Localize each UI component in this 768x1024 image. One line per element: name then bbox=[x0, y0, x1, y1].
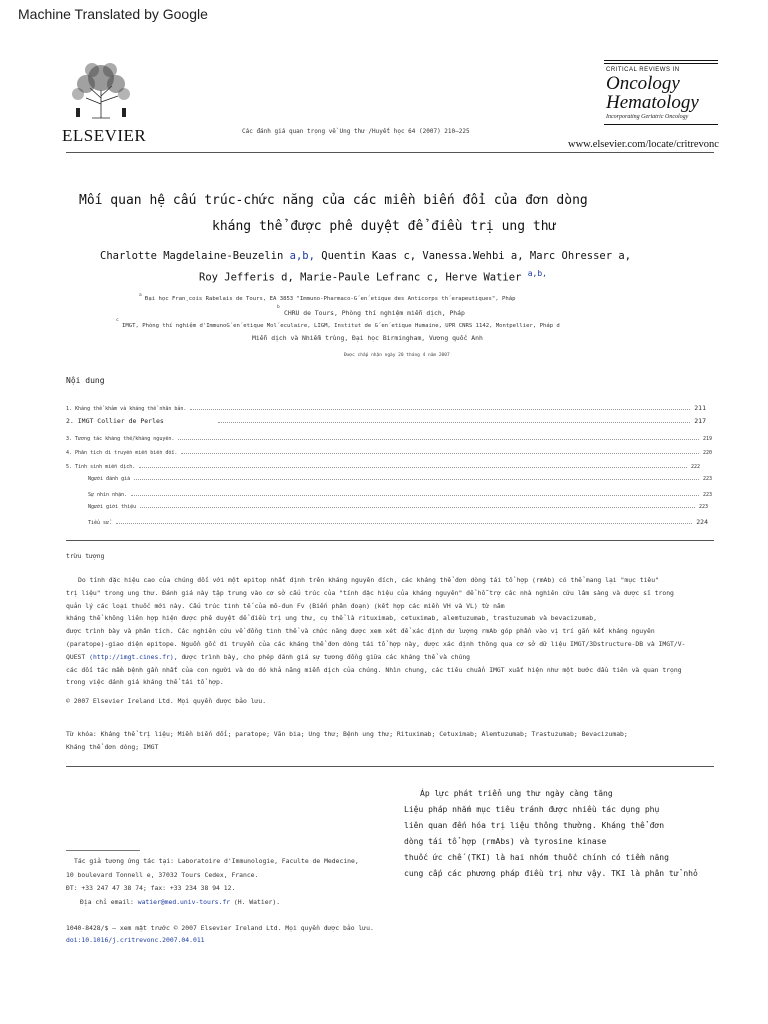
journal-subtitle: Incorporating Geriatric Oncology bbox=[606, 114, 689, 120]
email-tail: (H. Watier). bbox=[230, 897, 281, 906]
toc-leader bbox=[131, 492, 699, 496]
correspondence-footnote bbox=[66, 855, 366, 909]
email-label: Địa chỉ email: bbox=[80, 897, 138, 906]
abstract-line: trong việc đánh giá kháng thể tái tổ hợp. bbox=[66, 678, 224, 687]
toc-entry[interactable] bbox=[88, 518, 712, 526]
imgt-link[interactable]: (http://imgt.cines.fr), bbox=[89, 652, 178, 661]
author-affiliation-link[interactable]: a,b, bbox=[527, 269, 547, 278]
toc-entry[interactable] bbox=[66, 404, 712, 412]
masthead-rule bbox=[604, 124, 718, 125]
toc-entry[interactable] bbox=[66, 417, 712, 425]
abstract-line: kháng thể không liên hợp hiện được phê duyệt để điều trị ung thư, cụ thể là rituximab, cetuximab, alemtuzumab, trastuzumab và bevacizumab, bbox=[66, 614, 597, 623]
toc-leader bbox=[190, 406, 690, 410]
toc-label: Tiểu sử. bbox=[88, 520, 113, 526]
abstract-line: (paratope)-giao diện epitope. Nguồn gốc di truyền của các kháng thể đơn dòng tái tổ hợp này, được xác định thông qua cơ sở dữ liệu IMGT/3Dstructure-DB và IMGT/V- bbox=[66, 639, 686, 648]
toc-leader bbox=[139, 464, 687, 468]
journal-url[interactable]: www.elsevier.com/locate/critrevonc bbox=[568, 139, 719, 150]
keywords-line: Từ khóa: Kháng thể trị liệu; Miền biến đổi; paratope; Văn bia; Ung thư; Bệnh ung thư; Rituximab; Cetuximab; Alemtuzumab; Trastuzumab; Bevacizumab; bbox=[66, 730, 628, 738]
toc-page: 211 bbox=[694, 404, 706, 412]
body-line: cung cấp các phương pháp điều trị như vậy. TKI là phân tử nhỏ bbox=[404, 869, 698, 878]
footnote-line: 10 boulevard Tonnell e, 37032 Tours Cedex, France. bbox=[66, 870, 259, 879]
abstract-text: được trình bày, cho phép đánh giá sự tương đồng giữa các kháng thể và chúng bbox=[181, 652, 471, 661]
body-right-column bbox=[404, 786, 750, 882]
footnote-line: ĐT: +33 247 47 38 74; fax: +33 234 38 94 12. bbox=[66, 884, 236, 892]
article-title-line1: Mối quan hệ cấu trúc-chức năng của các miền biến đổi của đơn dòng bbox=[79, 193, 588, 208]
toc-leader bbox=[218, 419, 690, 423]
affiliation-a: Đại học Fran¸cois Rabelais de Tours, EA 3853 "Immuno-Pharmaco-G´en´etique des Anticorps th´erapeutiques", Pháp bbox=[145, 296, 516, 302]
footnote-line bbox=[66, 896, 366, 910]
abstract-line: Do tính đặc hiệu cao của chúng đối với một epitop nhất định trên kháng nguyên đích, các kháng thể đơn dòng tái tổ hợp (rmAb) có thể mang lại "mục tiêu" bbox=[78, 576, 659, 584]
abstract-line bbox=[66, 651, 716, 664]
toc-page: 223 bbox=[702, 492, 712, 498]
body-line: Áp lực phát triển ung thư ngày càng tăng bbox=[420, 789, 613, 798]
toc-page: 223 bbox=[698, 504, 708, 510]
article-title-line2: kháng thể được phê duyệt để điều trị ung thư bbox=[212, 219, 557, 234]
toc-leader bbox=[181, 450, 699, 454]
doi-link[interactable]: doi:10.1016/j.critrevonc.2007.04.011 bbox=[66, 935, 205, 944]
toc-entry[interactable] bbox=[66, 464, 700, 470]
masthead-rule bbox=[604, 63, 718, 64]
toc-label: Người giới thiệu bbox=[88, 504, 137, 510]
publisher-name: ELSEVIER bbox=[62, 126, 147, 145]
affiliation-b: CHRU de Tours, Phòng thí nghiệm miễn dịch, Pháp bbox=[284, 309, 465, 317]
toc-leader bbox=[140, 504, 695, 508]
author-affiliation-link[interactable]: a,b, bbox=[289, 250, 315, 262]
toc-leader bbox=[116, 520, 692, 524]
section-rule bbox=[66, 766, 714, 767]
toc-label: 1. Kháng thể khảm và kháng thể nhân bản. bbox=[66, 406, 187, 412]
elsevier-logo bbox=[62, 58, 147, 146]
toc-page: 220 bbox=[702, 450, 712, 456]
footnote-line: Tác giả tương ứng tác tại: Laboratoire d'Immunologie, Faculte de Medecine, bbox=[74, 857, 359, 865]
authors-line2 bbox=[199, 269, 547, 284]
journal-masthead bbox=[604, 60, 718, 127]
journal-series: CRITICAL REVIEWS IN bbox=[606, 67, 680, 73]
elsevier-tree-icon bbox=[62, 58, 140, 120]
body-line: liên quan đến hóa trị liệu thông thường. Kháng thể đơn bbox=[404, 821, 665, 830]
body-line: dòng tái tổ hợp (rmAbs) và tyrosine kinase bbox=[404, 837, 607, 846]
abstract-text: QUEST bbox=[66, 652, 90, 661]
body-line: thuốc ức chế (TKI) là hai nhóm thuốc chính có tiềm năng bbox=[404, 853, 669, 862]
journal-title-2: Hematology bbox=[606, 92, 699, 113]
contents-heading: Nội dung bbox=[66, 376, 105, 385]
toc-entry[interactable] bbox=[66, 436, 712, 442]
toc-label: 5. Tính sinh miễn dịch. bbox=[66, 464, 136, 470]
abstract-line: trị liệu" trong ung thư. Đánh giá này tập trung vào cơ sở cấu trúc của "tính đặc hiệu của kháng nguyên" để hỗ trợ các nhà nghiên cứu lâm sàng và dược sĩ trong bbox=[66, 588, 674, 597]
author-names: Quentin Kaas c, Vanessa.Wehbi a, Marc Ohresser a, bbox=[314, 250, 632, 262]
body-line: Liệu pháp nhắm mục tiêu tránh được nhiều tác dụng phụ bbox=[404, 805, 660, 814]
keywords bbox=[66, 728, 666, 754]
journal-title-1: Oncology bbox=[606, 73, 680, 94]
masthead-rule bbox=[604, 60, 718, 61]
header-rule bbox=[66, 152, 714, 153]
toc-label: Sự nhìn nhận. bbox=[88, 492, 128, 498]
toc-entry[interactable] bbox=[66, 450, 712, 456]
abstract-heading: trừu tượng bbox=[66, 552, 105, 560]
toc-page: 219 bbox=[702, 436, 712, 442]
toc-entry[interactable] bbox=[88, 476, 712, 482]
toc-page: 223 bbox=[702, 476, 712, 482]
machine-translated-banner: Machine Translated by Google bbox=[18, 6, 208, 22]
authors-line1 bbox=[100, 250, 631, 262]
abstract-line: được trình bày và phân tích. Các nghiên cứu về đồng tinh thể và chức năng được xem xét để xác định dư lượng rmAb góp phần vào vị trí gắn kết kháng nguyên bbox=[66, 627, 655, 636]
issn-line: 1040-8428/$ – xem mặt trước © 2007 Elsevier Ireland Ltd. Mọi quyền được bảo lưu. bbox=[66, 924, 374, 932]
section-rule bbox=[66, 540, 714, 541]
affiliation-mark-a: a bbox=[139, 293, 142, 298]
author-names: Roy Jefferis d, Marie-Paule Lefranc c, Herve Watier bbox=[199, 271, 522, 284]
toc-leader bbox=[178, 436, 699, 440]
toc-entry[interactable] bbox=[88, 492, 712, 498]
toc-label: Người đánh giá bbox=[88, 476, 131, 482]
abstract-body bbox=[66, 574, 716, 708]
copyright-line: © 2007 Elsevier Ireland Ltd. Mọi quyền được bảo lưu. bbox=[66, 697, 267, 706]
toc-page: 217 bbox=[694, 417, 706, 425]
accepted-date: Được chấp nhận ngày 20 tháng 4 năm 2007 bbox=[344, 353, 450, 358]
toc-entry[interactable] bbox=[88, 504, 708, 510]
toc-leader bbox=[134, 476, 699, 480]
footnote-rule bbox=[66, 850, 140, 851]
affiliation-c: IMGT, Phòng thí nghiệm d'ImmunoG´en´etique Mol´eculaire, LIGM, Institut de G´en´etique Humaine, UPR CNRS 1142, Montpellier, Pháp d bbox=[122, 323, 560, 329]
abstract-line: quản lý các loại thuốc mới này. Cấu trúc tinh tế của mô-đun Fv (Biến phân đoạn) (kết hợp các miền VH và VL) từ năm bbox=[66, 601, 505, 610]
journal-reference: Các đánh giá quan trọng về Ung thư /Huyết học 64 (2007) 210–225 bbox=[242, 128, 470, 135]
email-link[interactable]: watier@med.univ-tours.fr bbox=[137, 897, 231, 906]
abstract-line: các đối tác mầm bệnh gần nhất của con người và do đó khả năng miễn dịch của chúng. Nhìn chung, các tiêu chuẩn IMGT xuất hiện như một bước đầu tiên và quan trọng bbox=[66, 665, 682, 674]
toc-page: 224 bbox=[696, 518, 708, 526]
issn-block bbox=[66, 922, 406, 947]
toc-label: 3. Tương tác kháng thể/kháng nguyên. bbox=[66, 436, 175, 442]
toc-label: 4. Phân tích di truyền miễn biến đổi. bbox=[66, 450, 178, 456]
affiliation-mark-b: b bbox=[277, 305, 280, 310]
author-names: Charlotte Magdelaine-Beuzelin bbox=[100, 250, 290, 262]
toc-page: 222 bbox=[690, 464, 700, 470]
toc-label: 2. IMGT Collier de Perles bbox=[66, 417, 164, 425]
keywords-line: Kháng thể đơn dòng; IMGT bbox=[66, 743, 159, 751]
affiliation-d: Miễn dịch và Nhiễm trùng, Đại học Birmingham, Vương quốc Anh bbox=[252, 334, 483, 342]
affiliation-mark-c: c bbox=[116, 318, 119, 323]
